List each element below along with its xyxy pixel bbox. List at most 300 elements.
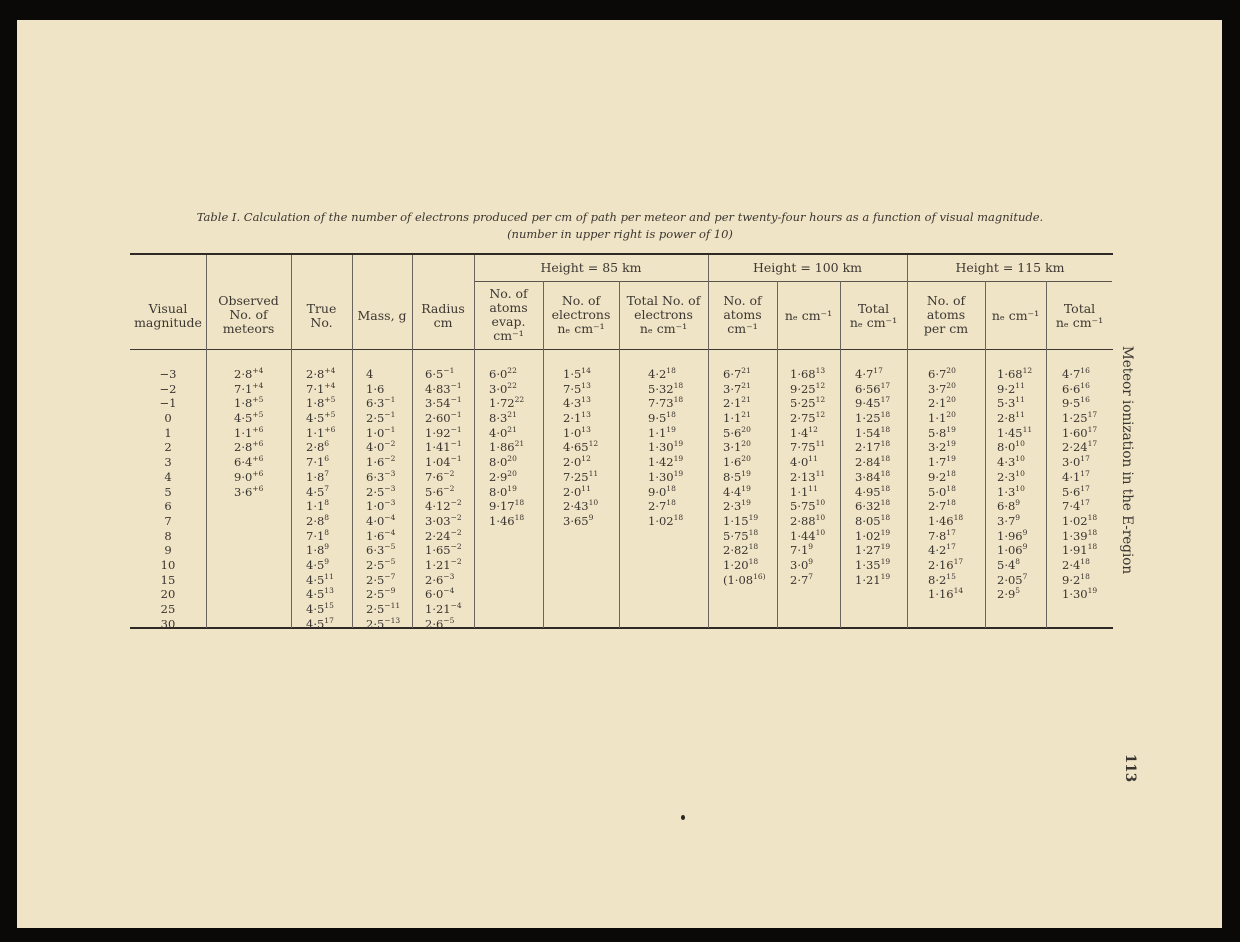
cell-exponent: 19 [946,454,956,464]
table-cell [489,470,524,485]
table-cell [928,440,963,455]
cell-mantissa: 9·25 [790,381,816,396]
cell-mantissa: 3·7 [723,381,742,396]
cell-mantissa: 7·1 [234,381,253,396]
cell-exponent: 19 [748,513,759,523]
header-mass [352,309,412,323]
cell-exponent: −2 [450,542,462,552]
table-cell [234,396,263,411]
table-caption: Table I. Calculation of the number of electrons produced per cm of path per meteor and per twenty-four hours as a function of visual magnitude. [196,210,1044,224]
cell-mantissa: 3·0 [1062,455,1081,470]
table-cell [366,573,400,588]
cell-exponent: 18 [514,498,525,508]
cell-exponent: +4 [252,366,264,376]
cell-mantissa: 2·9 [489,469,508,484]
cell-mantissa: 2·84 [855,455,881,470]
cell-exponent: −3 [384,483,396,493]
cell-mantissa: 6·7 [723,367,742,381]
cell-mantissa: 5·6 [723,425,742,440]
cell-mantissa: 2·5 [366,484,385,499]
cell-exponent: 19 [946,424,956,434]
cell-mantissa: 2·1 [563,411,582,426]
cell-exponent: +6 [324,424,336,434]
header-line: Observed [218,293,279,308]
cell-exponent: −13 [384,615,401,625]
cell-mantissa: 4·5 [306,572,325,587]
table-cell [234,440,263,455]
table-cell [928,396,963,411]
cell-mantissa: 1·1 [790,484,809,499]
table-cell: 2 [164,440,172,455]
table-cell [489,455,524,470]
cell-exponent: −1 [384,424,396,434]
cell-exponent: 15 [324,601,334,611]
cell-exponent: 12 [815,380,826,390]
cell-mantissa: 5·4 [997,557,1016,572]
cell-exponent: 18 [673,395,684,405]
cell-exponent: 9 [1015,498,1021,508]
cell-mantissa: 6·6 [1062,381,1081,396]
cell-exponent: +5 [324,395,336,405]
cell-mantissa: 8·05 [855,513,881,528]
cell-mantissa: 1·0 [366,499,385,514]
table-cell [306,367,335,382]
cell-exponent: 13 [324,586,334,596]
table-cell [790,529,825,544]
header-line: atoms [926,307,966,322]
cell-exponent: 13 [815,366,826,376]
cell-exponent: 10 [815,513,826,523]
table-cell [997,499,1032,514]
cell-mantissa: 1·21 [425,602,451,616]
cell-exponent: 18 [1080,557,1090,567]
cell-exponent: +4 [324,366,336,376]
table-cell [723,426,766,441]
cell-mantissa: 1·21 [425,557,451,572]
table-cell [790,411,825,426]
table-cell [790,514,825,529]
header-line: nₑ cm⁻¹ [849,315,898,330]
table-cell [928,485,963,500]
table-cell [425,396,462,411]
cell-mantissa: 4·5 [306,411,325,426]
table-cell [723,396,766,411]
cell-exponent: −5 [443,615,455,625]
cell-mantissa: 5·6 [1062,484,1081,499]
table-cell [425,485,462,500]
group-header-85km: Height = 85 km [540,260,642,275]
cell-exponent: −5 [384,542,396,552]
header-line: No. of [561,293,601,308]
cell-mantissa: 4·5 [306,484,325,499]
column-divider [1046,281,1047,628]
cell-exponent: 10 [815,527,826,537]
cell-mantissa: 1·39 [1062,528,1088,543]
cell-mantissa: 1·6 [366,455,385,470]
column-mass [366,367,400,631]
cell-exponent: 12 [815,410,826,420]
cell-mantissa: 2·7 [648,499,667,514]
cell-exponent: 9 [324,557,330,567]
header-line: cm [433,315,453,330]
cell-mantissa: 2·88 [790,513,816,528]
table-cell [563,382,598,397]
cell-mantissa: 4·95 [855,484,881,499]
cell-mantissa: 4·4 [723,484,742,499]
table-cell [648,455,683,470]
table-cell [997,367,1032,382]
cell-exponent: −1 [450,439,462,449]
table-cell [855,455,890,470]
table-cell [723,440,766,455]
table-cell [425,382,462,397]
cell-exponent: +6 [252,468,264,478]
cell-mantissa: 7·6 [425,469,444,484]
cell-exponent: 19 [880,527,891,537]
cell-mantissa: 3·65 [563,513,589,528]
column-visual-magnitude [130,367,206,631]
cell-mantissa: 1·6 [366,528,385,543]
table-cell [489,514,524,529]
cell-mantissa: 2·24 [1062,440,1088,455]
cell-mantissa: 1·6 [723,455,742,470]
cell-exponent: 16) [753,571,766,581]
table-cell [425,367,462,382]
table-cell [425,617,462,632]
cell-exponent: −2 [443,483,455,493]
table-cell: 25 [160,602,176,616]
cell-mantissa: 1·20 [723,557,749,572]
table-cell [928,470,963,485]
cell-exponent: 20 [741,424,751,434]
cell-exponent: 7 [324,483,330,493]
cell-mantissa: 4·0 [489,425,508,440]
cell-mantissa: 2·3 [997,469,1016,484]
cell-mantissa: 9·45 [855,396,881,411]
cell-exponent: 11 [1015,380,1025,390]
table-cell [563,485,598,500]
cell-exponent: 16 [1080,380,1090,390]
cell-mantissa: 3·2 [928,440,947,455]
cell-exponent: 12 [581,454,591,464]
cell-mantissa: (1·08 [723,572,754,587]
column-divider [985,281,986,628]
table-cell [1062,411,1097,426]
table-cell [366,367,400,382]
table-cell [425,602,462,617]
table-cell [928,514,963,529]
table-cell [306,411,335,426]
cell-exponent: 11 [815,439,826,449]
cell-exponent: 17 [1080,498,1090,508]
table-cell [563,455,598,470]
cell-exponent: +6 [252,483,264,493]
table-cell [306,573,335,588]
cell-mantissa: 3·7 [928,381,947,396]
cell-exponent: +6 [252,454,264,464]
table-cell [855,367,890,382]
header-total-100 [840,302,907,330]
cell-mantissa: 4·2 [648,367,667,381]
table-cell [997,382,1032,397]
cell-mantissa: 9·2 [928,469,947,484]
table-cell [928,367,963,382]
cell-mantissa: 4·0 [790,455,809,470]
cell-exponent: −1 [450,380,462,390]
cell-mantissa: 1·8 [234,396,253,411]
cell-mantissa: 7·5 [563,381,582,396]
header-line: meteors [222,321,275,336]
table-cell [648,396,683,411]
cell-mantissa: 1·8 [306,469,325,484]
table-cell [855,426,890,441]
cell-exponent: 22 [507,380,517,390]
table-cell [489,499,524,514]
cell-mantissa: 1·1 [306,499,325,514]
cell-exponent: 18 [880,483,891,493]
table-cell [366,455,400,470]
table-cell [855,529,890,544]
cell-exponent: 17 [946,542,956,552]
table-cell: −2 [159,381,177,396]
header-bottom-rule [130,349,1113,350]
table-cell [563,440,598,455]
table-cell [234,485,263,500]
group-header-100km: Height = 100 km [752,260,863,275]
cell-mantissa: 4·1 [1062,469,1081,484]
cell-mantissa: 4·0 [366,513,385,528]
cell-exponent: 19 [741,468,751,478]
table-cell: 0 [164,411,172,426]
table-cell [723,558,766,573]
ink-speck [681,815,685,820]
cell-exponent: 18 [673,380,684,390]
cell-exponent: 21 [507,424,517,434]
column-atoms-85 [489,367,524,529]
table-cell [997,426,1032,441]
table-cell [306,455,335,470]
cell-mantissa: 2·05 [997,572,1023,587]
cell-mantissa: 2·5 [366,572,385,587]
cell-exponent: 12 [808,424,818,434]
cell-mantissa: 6·0 [489,367,508,381]
cell-mantissa: 2·17 [855,440,881,455]
cell-exponent: −4 [443,586,455,596]
cell-exponent: −2 [443,468,455,478]
cell-exponent: 9 [1022,527,1028,537]
cell-mantissa: 9·5 [648,411,667,426]
cell-mantissa: 6·3 [366,396,385,411]
table-cell [425,411,462,426]
cell-mantissa: 1·65 [425,543,451,558]
cell-mantissa: 1·44 [790,528,816,543]
table-cell [928,411,963,426]
table-cell [723,455,766,470]
table-cell: 15 [160,572,176,587]
table-cell [425,455,462,470]
table-cell [855,411,890,426]
cell-exponent: 9 [588,513,594,523]
cell-mantissa: 3·54 [425,396,451,411]
table-cell [1062,470,1097,485]
table-cell [723,543,766,558]
cell-mantissa: 8·0 [997,440,1016,455]
table-bottom-rule [130,627,1113,629]
cell-exponent: 10 [588,498,599,508]
table-cell [306,558,335,573]
table-cell [425,573,462,588]
header-line: Total No. of [626,293,701,308]
header-line: electrons [634,307,693,322]
cell-mantissa: 1·16 [928,587,954,602]
cell-mantissa: 4·0 [366,440,385,455]
cell-exponent: 7 [324,468,330,478]
header-line: Total [1063,301,1096,316]
cell-mantissa: 4·5 [306,616,325,631]
cell-mantissa: 1·41 [425,440,451,455]
cell-exponent: +5 [252,410,264,420]
cell-mantissa: 1·06 [997,543,1023,558]
cell-exponent: 8 [324,527,330,537]
cell-exponent: 6 [324,439,330,449]
cell-exponent: −9 [384,586,396,596]
cell-exponent: 17 [873,366,883,376]
cell-mantissa: 2·8 [306,440,325,455]
table-cell [1062,587,1097,602]
cell-mantissa: 1·1 [723,411,742,426]
cell-exponent: +4 [324,380,336,390]
table-cell [997,411,1032,426]
cell-exponent: −1 [450,395,462,405]
cell-mantissa: 9·2 [997,381,1016,396]
cell-mantissa: 8·2 [928,572,947,587]
cell-mantissa: 6·4 [234,455,253,470]
table-cell [366,382,400,397]
cell-exponent: 20 [946,410,956,420]
cell-mantissa: 7·1 [306,381,325,396]
table-cell [306,602,335,617]
table-cell [489,426,524,441]
column-radius [425,367,462,631]
cell-mantissa: 1·42 [648,455,674,470]
table-cell [648,499,683,514]
cell-mantissa: 2·7 [790,572,809,587]
cell-exponent: 11 [808,483,818,493]
cell-exponent: −1 [443,366,455,376]
cell-mantissa: 1·4 [790,425,809,440]
cell-mantissa: 1·02 [1062,513,1088,528]
header-electrons-85 [543,294,619,336]
cell-mantissa: 1·45 [997,425,1023,440]
cell-mantissa: 1·8 [306,543,325,558]
header-atoms-100 [708,294,777,336]
cell-mantissa: 4·12 [425,499,451,514]
cell-exponent: 11 [1015,395,1025,405]
header-line: nₑ cm⁻¹ [784,308,833,323]
table-cell: 6 [164,499,172,514]
table-cell [489,382,524,397]
table-cell [234,455,263,470]
cell-mantissa: 1·6 [366,381,385,396]
table-cell [366,543,400,558]
cell-mantissa: 9·2 [1062,572,1081,587]
cell-mantissa: 8·0 [489,455,508,470]
table-cell: 10 [160,557,176,572]
cell-exponent: 18 [880,439,891,449]
cell-exponent: −2 [450,557,462,567]
cell-exponent: 15 [946,571,956,581]
cell-mantissa: 1·1 [928,411,947,426]
table-cell [489,367,524,382]
cell-exponent: 6 [324,454,330,464]
cell-mantissa: 1·5 [563,367,582,381]
header-electrons-115 [985,309,1046,323]
column-true-number [306,367,335,631]
cell-exponent: 18 [953,513,964,523]
cell-exponent: 19 [673,454,684,464]
table-cell [928,573,963,588]
cell-exponent: 17 [1087,410,1098,420]
header-line: Mass, g [357,308,407,323]
cell-mantissa: 6·7 [928,367,947,381]
cell-mantissa: 1·86 [489,440,515,455]
cell-mantissa: 9·0 [648,484,667,499]
cell-exponent: 11 [1015,410,1025,420]
cell-mantissa: 7·1 [790,543,809,558]
cell-exponent: 11 [324,571,334,581]
cell-mantissa: 1·21 [855,572,881,587]
header-true-number [291,302,352,330]
cell-exponent: 20 [946,380,956,390]
cell-exponent: 11 [1022,424,1033,434]
table-cell [366,587,400,602]
cell-exponent: 21 [741,410,751,420]
cell-mantissa: 9·17 [489,499,515,514]
header-line: evap. [491,314,526,329]
cell-exponent: 18 [880,468,891,478]
cell-mantissa: 7·75 [790,440,816,455]
cell-exponent: 17 [1087,439,1098,449]
table-cell [425,558,462,573]
cell-mantissa: 3·0 [790,557,809,572]
cell-exponent: +5 [252,395,264,405]
table-cell [855,514,890,529]
cell-exponent: 17 [1087,424,1098,434]
table-cell [648,470,683,485]
table-cell [366,529,400,544]
cell-exponent: 21 [741,380,751,390]
cell-mantissa: 1·8 [306,396,325,411]
cell-exponent: 10 [1015,439,1025,449]
table-cell [563,426,598,441]
cell-mantissa: 1·46 [928,513,954,528]
cell-mantissa: 2·3 [723,499,742,514]
table-cell [425,543,462,558]
cell-exponent: 18 [673,513,684,523]
cell-mantissa: 5·6 [425,484,444,499]
cell-exponent: −4 [384,513,396,523]
cell-exponent: 21 [741,366,751,376]
cell-mantissa: 1·72 [489,396,515,411]
cell-mantissa: 2·60 [425,411,451,426]
cell-exponent: 9 [324,542,330,552]
cell-mantissa: 2·0 [563,455,582,470]
header-line: No. [310,315,333,330]
cell-exponent: 20 [507,468,517,478]
cell-mantissa: 2·0 [563,484,582,499]
cell-mantissa: 2·5 [366,411,385,426]
cell-exponent: 21 [741,395,751,405]
